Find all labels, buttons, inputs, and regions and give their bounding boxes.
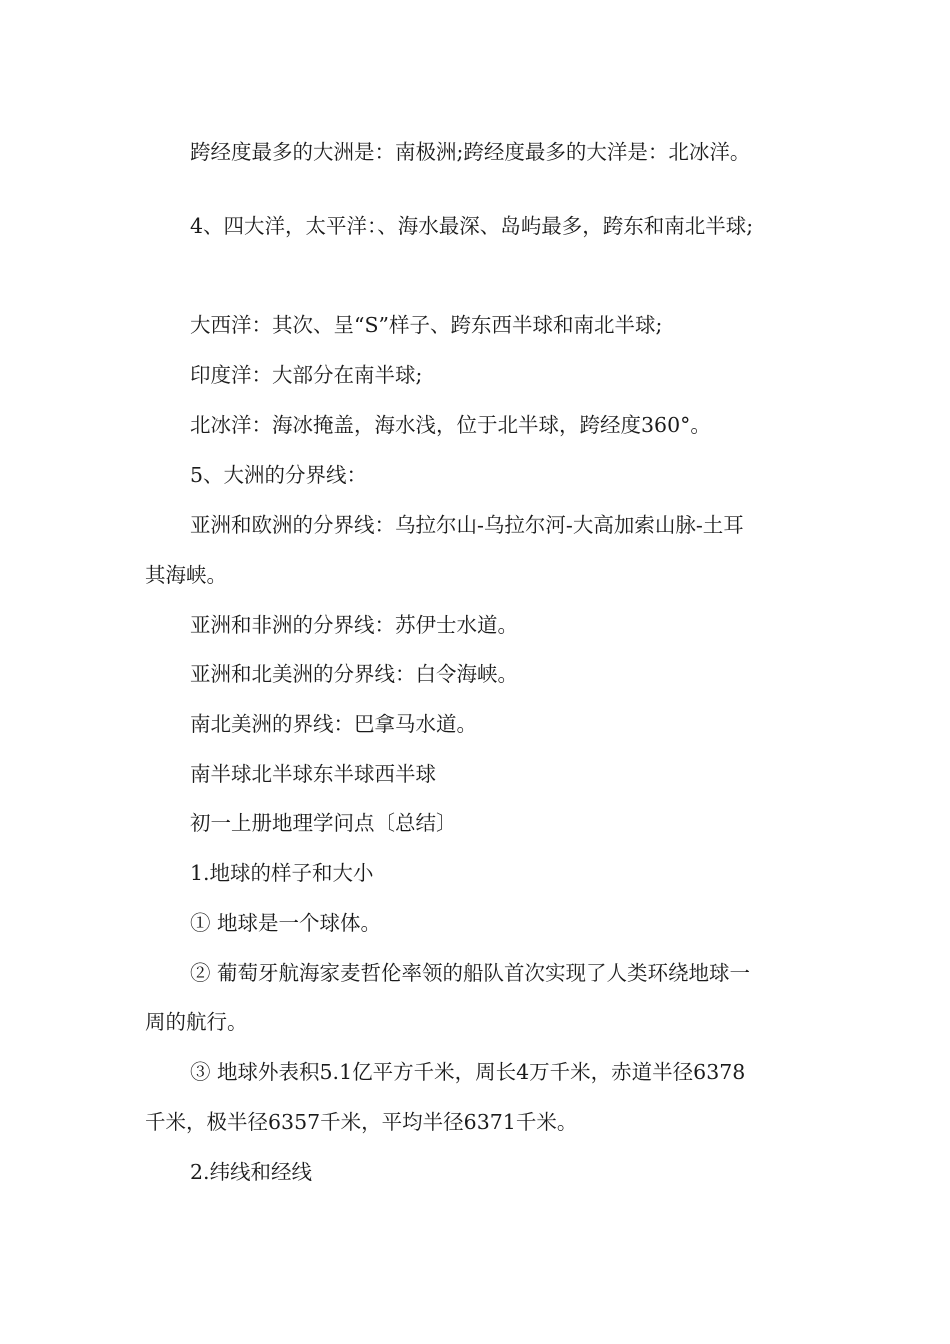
paragraph-line: 2.纬线和经线 (190, 1160, 313, 1184)
paragraph-line: 初一上册地理学问点〔总结〕 (190, 811, 457, 835)
paragraph-line: ① 地球是一个球体。 (190, 911, 382, 935)
paragraph-line: 亚洲和北美洲的分界线：白令海峡。 (190, 662, 518, 686)
paragraph-line: 4、四大洋，太平洋：、海水最深、岛屿最多，跨东和南北半球; (190, 214, 754, 238)
paragraph-line: 亚洲和非洲的分界线：苏伊士水道。 (190, 613, 518, 637)
paragraph-line: 跨经度最多的大洲是：南极洲;跨经度最多的大洋是：北冰洋。 (190, 140, 751, 164)
paragraph-line: 其海峡。 (145, 563, 227, 587)
paragraph-line: 南北美洲的界线：巴拿马水道。 (190, 712, 477, 736)
paragraph-line: 1.地球的样子和大小 (190, 861, 374, 885)
paragraph-line: 印度洋：大部分在南半球; (190, 363, 423, 387)
paragraph-line: ③ 地球外表积5.1亿平方千米，周长4万千米，赤道半径6378 (190, 1060, 746, 1084)
paragraph-line: 亚洲和欧洲的分界线：乌拉尔山-乌拉尔河-大高加索山脉-土耳 (190, 513, 744, 537)
paragraph-line: 北冰洋：海冰掩盖，海水浅，位于北半球，跨经度360°。 (190, 413, 711, 437)
paragraph-line: 周的航行。 (145, 1010, 248, 1034)
paragraph-line: 5、大洲的分界线： (190, 463, 368, 487)
paragraph-line: 大西洋：其次、呈“S”样子、跨东西半球和南北半球; (190, 313, 663, 337)
paragraph-line: 南半球北半球东半球西半球 (190, 762, 436, 786)
paragraph-line: ② 葡萄牙航海家麦哲伦率领的船队首次实现了人类环绕地球一 (190, 961, 751, 985)
paragraph-line: 千米，极半径6357千米，平均半径6371千米。 (145, 1110, 578, 1134)
